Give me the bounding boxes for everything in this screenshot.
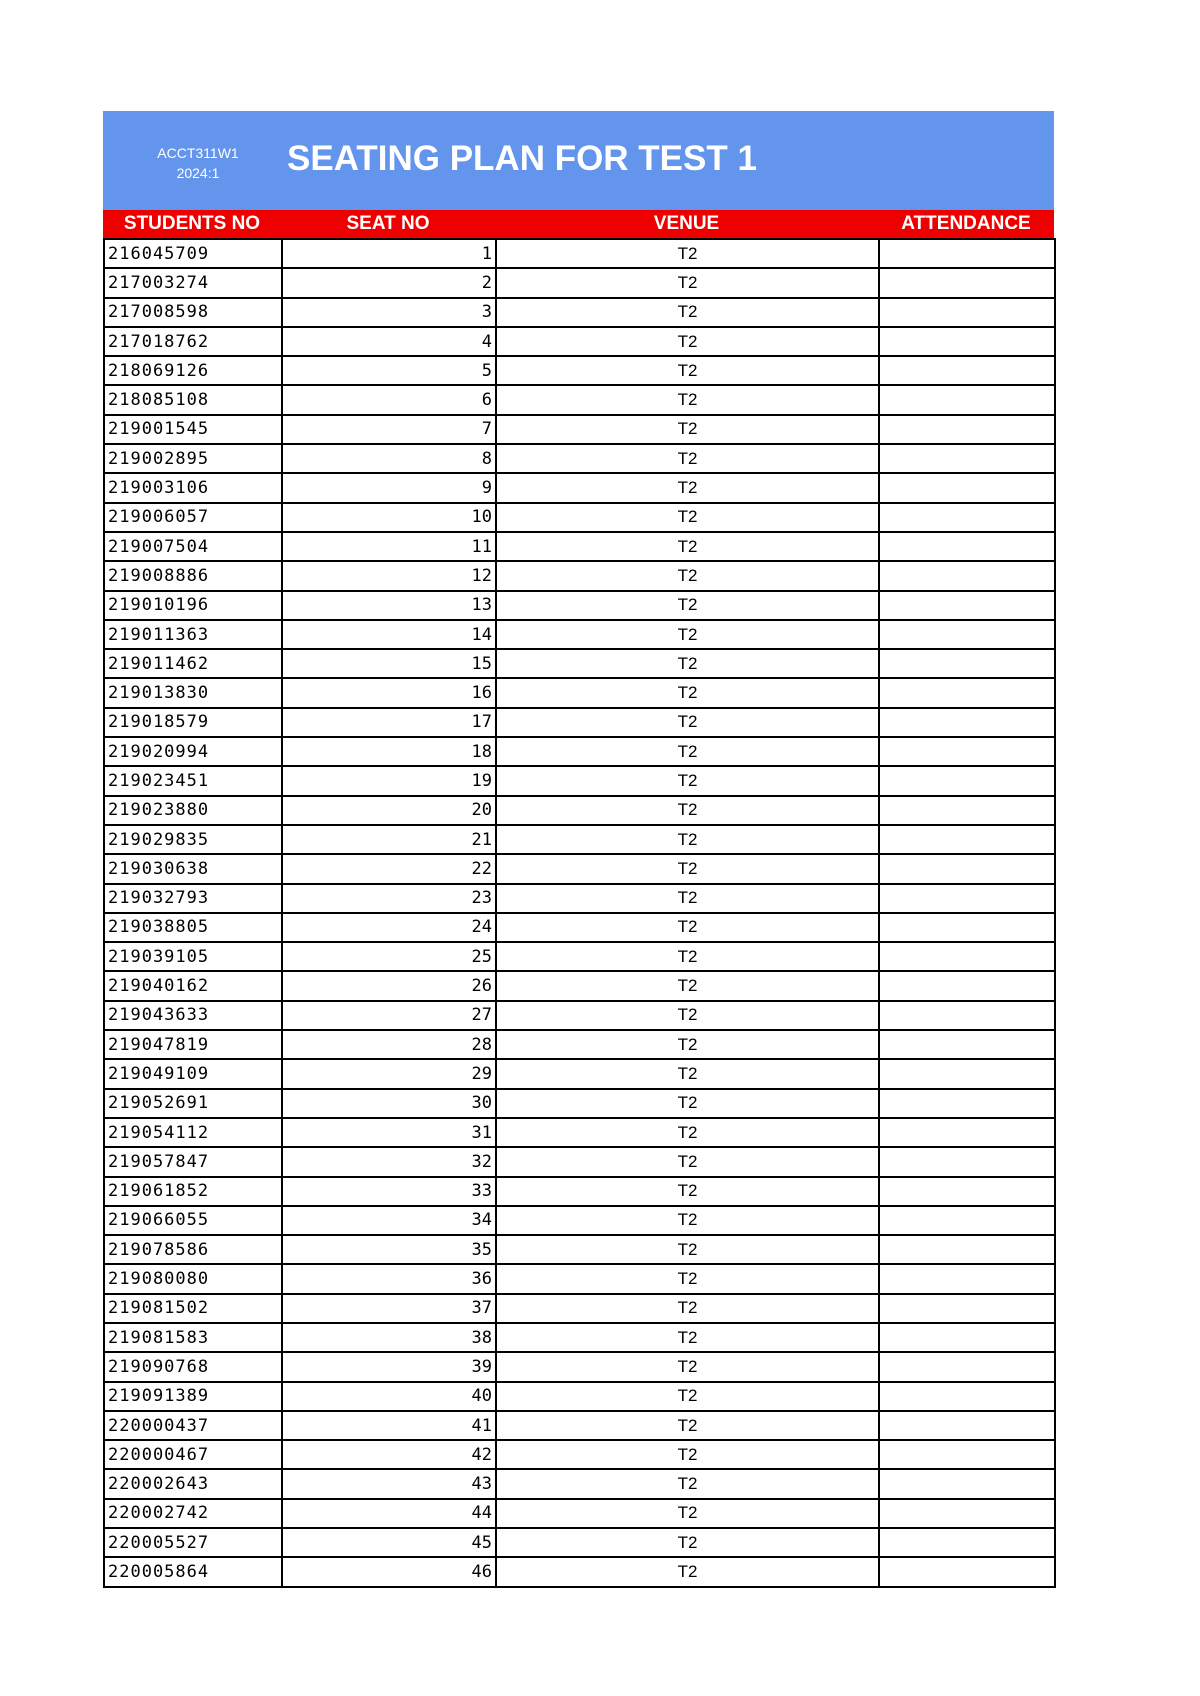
student-number-cell: 219011462 bbox=[104, 649, 282, 678]
table-row bbox=[104, 503, 1055, 532]
seat-number-cell: 44 bbox=[282, 1499, 496, 1528]
seat-number-cell: 42 bbox=[282, 1440, 496, 1469]
venue-cell: T2 bbox=[496, 1118, 879, 1147]
seat-number-cell: 38 bbox=[282, 1323, 496, 1352]
course-period: 2024:1 bbox=[176, 165, 220, 181]
attendance-cell[interactable] bbox=[879, 1528, 1055, 1557]
venue-cell: T2 bbox=[496, 1440, 879, 1469]
seating-table-body bbox=[104, 239, 1055, 1587]
seat-number-cell: 7 bbox=[282, 415, 496, 444]
table-row bbox=[104, 561, 1055, 590]
attendance-cell[interactable] bbox=[879, 1382, 1055, 1411]
table-row bbox=[104, 796, 1055, 825]
seat-number-cell: 40 bbox=[282, 1382, 496, 1411]
student-number-cell: 219030638 bbox=[104, 854, 282, 883]
seat-number-cell: 17 bbox=[282, 708, 496, 737]
student-number-cell: 219007504 bbox=[104, 532, 282, 561]
attendance-cell[interactable] bbox=[879, 1469, 1055, 1498]
attendance-cell[interactable] bbox=[879, 561, 1055, 590]
venue-cell: T2 bbox=[496, 239, 879, 268]
venue-cell: T2 bbox=[496, 1411, 879, 1440]
venue-cell: T2 bbox=[496, 1382, 879, 1411]
attendance-cell[interactable] bbox=[879, 825, 1055, 854]
venue-cell: T2 bbox=[496, 620, 879, 649]
table-row bbox=[104, 473, 1055, 502]
table-row bbox=[104, 1294, 1055, 1323]
venue-cell: T2 bbox=[496, 766, 879, 795]
table-row bbox=[104, 854, 1055, 883]
venue-cell: T2 bbox=[496, 1557, 879, 1586]
student-number-cell: 219039105 bbox=[104, 942, 282, 971]
student-number-cell: 219081502 bbox=[104, 1294, 282, 1323]
student-number-cell: 220000437 bbox=[104, 1411, 282, 1440]
student-number-cell: 219080080 bbox=[104, 1264, 282, 1293]
attendance-cell[interactable] bbox=[879, 503, 1055, 532]
table-row bbox=[104, 327, 1055, 356]
student-number-cell: 219001545 bbox=[104, 415, 282, 444]
student-number-cell: 219066055 bbox=[104, 1206, 282, 1235]
attendance-cell[interactable] bbox=[879, 649, 1055, 678]
table-row bbox=[104, 1440, 1055, 1469]
student-number-cell: 219002895 bbox=[104, 444, 282, 473]
seat-number-cell: 31 bbox=[282, 1118, 496, 1147]
table-row bbox=[104, 620, 1055, 649]
seat-number-cell: 28 bbox=[282, 1030, 496, 1059]
attendance-cell[interactable] bbox=[879, 1206, 1055, 1235]
attendance-cell[interactable] bbox=[879, 1294, 1055, 1323]
student-number-cell: 219003106 bbox=[104, 473, 282, 502]
column-header-venue: VENUE bbox=[653, 213, 720, 234]
venue-cell: T2 bbox=[496, 1030, 879, 1059]
attendance-cell[interactable] bbox=[879, 444, 1055, 473]
table-row bbox=[104, 1177, 1055, 1206]
attendance-cell[interactable] bbox=[879, 298, 1055, 327]
venue-cell: T2 bbox=[496, 1235, 879, 1264]
seating-table bbox=[103, 238, 1056, 1588]
venue-cell: T2 bbox=[496, 825, 879, 854]
attendance-cell[interactable] bbox=[879, 1411, 1055, 1440]
student-number-cell: 219011363 bbox=[104, 620, 282, 649]
seat-number-cell: 15 bbox=[282, 649, 496, 678]
seat-number-cell: 13 bbox=[282, 591, 496, 620]
table-row bbox=[104, 1411, 1055, 1440]
student-number-cell: 219032793 bbox=[104, 884, 282, 913]
venue-cell: T2 bbox=[496, 1177, 879, 1206]
venue-cell: T2 bbox=[496, 942, 879, 971]
seat-number-cell: 32 bbox=[282, 1147, 496, 1176]
student-number-cell: 219020994 bbox=[104, 737, 282, 766]
attendance-cell[interactable] bbox=[879, 766, 1055, 795]
attendance-cell[interactable] bbox=[879, 1323, 1055, 1352]
student-number-cell: 219043633 bbox=[104, 1001, 282, 1030]
seat-number-cell: 5 bbox=[282, 356, 496, 385]
seat-number-cell: 16 bbox=[282, 678, 496, 707]
student-number-cell: 217018762 bbox=[104, 327, 282, 356]
student-number-cell: 218069126 bbox=[104, 356, 282, 385]
student-number-cell: 220002643 bbox=[104, 1469, 282, 1498]
table-row bbox=[104, 1147, 1055, 1176]
student-number-cell: 219023451 bbox=[104, 766, 282, 795]
venue-cell: T2 bbox=[496, 385, 879, 414]
student-number-cell: 219054112 bbox=[104, 1118, 282, 1147]
attendance-cell[interactable] bbox=[879, 415, 1055, 444]
student-number-cell: 219049109 bbox=[104, 1059, 282, 1088]
venue-cell: T2 bbox=[496, 298, 879, 327]
table-row bbox=[104, 1499, 1055, 1528]
venue-cell: T2 bbox=[496, 649, 879, 678]
student-number-cell: 219081583 bbox=[104, 1323, 282, 1352]
attendance-cell[interactable] bbox=[879, 327, 1055, 356]
attendance-cell[interactable] bbox=[879, 1001, 1055, 1030]
course-code: ACCT311W1 bbox=[157, 145, 239, 161]
student-number-cell: 219013830 bbox=[104, 678, 282, 707]
attendance-cell[interactable] bbox=[879, 971, 1055, 1000]
table-row bbox=[104, 298, 1055, 327]
seat-number-cell: 23 bbox=[282, 884, 496, 913]
attendance-cell[interactable] bbox=[879, 1147, 1055, 1176]
student-number-cell: 219090768 bbox=[104, 1352, 282, 1381]
table-row bbox=[104, 385, 1055, 414]
venue-cell: T2 bbox=[496, 356, 879, 385]
attendance-cell[interactable] bbox=[879, 591, 1055, 620]
seat-number-cell: 43 bbox=[282, 1469, 496, 1498]
student-number-cell: 219006057 bbox=[104, 503, 282, 532]
table-row bbox=[104, 1469, 1055, 1498]
attendance-cell[interactable] bbox=[879, 1264, 1055, 1293]
table-row bbox=[104, 884, 1055, 913]
attendance-cell[interactable] bbox=[879, 239, 1055, 268]
seat-number-cell: 1 bbox=[282, 239, 496, 268]
seat-number-cell: 22 bbox=[282, 854, 496, 883]
seat-number-cell: 37 bbox=[282, 1294, 496, 1323]
table-row bbox=[104, 268, 1055, 297]
attendance-cell[interactable] bbox=[879, 796, 1055, 825]
seat-number-cell: 36 bbox=[282, 1264, 496, 1293]
attendance-cell[interactable] bbox=[879, 942, 1055, 971]
table-row bbox=[104, 1001, 1055, 1030]
attendance-cell[interactable] bbox=[879, 473, 1055, 502]
attendance-cell[interactable] bbox=[879, 708, 1055, 737]
student-number-cell: 219010196 bbox=[104, 591, 282, 620]
seat-number-cell: 20 bbox=[282, 796, 496, 825]
venue-cell: T2 bbox=[496, 1499, 879, 1528]
venue-cell: T2 bbox=[496, 444, 879, 473]
venue-cell: T2 bbox=[496, 1001, 879, 1030]
table-row bbox=[104, 737, 1055, 766]
student-number-cell: 220005864 bbox=[104, 1557, 282, 1586]
table-row bbox=[104, 1059, 1055, 1088]
student-number-cell: 219061852 bbox=[104, 1177, 282, 1206]
title-banner bbox=[103, 111, 1054, 210]
seat-number-cell: 46 bbox=[282, 1557, 496, 1586]
table-row bbox=[104, 1528, 1055, 1557]
seating-plan-sheet bbox=[103, 111, 1054, 1588]
student-number-cell: 219029835 bbox=[104, 825, 282, 854]
seat-number-cell: 27 bbox=[282, 1001, 496, 1030]
table-row bbox=[104, 942, 1055, 971]
seat-number-cell: 10 bbox=[282, 503, 496, 532]
table-row bbox=[104, 678, 1055, 707]
venue-cell: T2 bbox=[496, 796, 879, 825]
column-header-students-no: STUDENTS NO bbox=[123, 213, 261, 234]
student-number-cell: 217003274 bbox=[104, 268, 282, 297]
table-row bbox=[104, 913, 1055, 942]
seat-number-cell: 18 bbox=[282, 737, 496, 766]
seat-number-cell: 6 bbox=[282, 385, 496, 414]
student-number-cell: 219038805 bbox=[104, 913, 282, 942]
student-number-cell: 219047819 bbox=[104, 1030, 282, 1059]
attendance-cell[interactable] bbox=[879, 1235, 1055, 1264]
course-info bbox=[143, 143, 253, 183]
venue-cell: T2 bbox=[496, 1469, 879, 1498]
seat-number-cell: 45 bbox=[282, 1528, 496, 1557]
seat-number-cell: 26 bbox=[282, 971, 496, 1000]
attendance-cell[interactable] bbox=[879, 1177, 1055, 1206]
venue-cell: T2 bbox=[496, 854, 879, 883]
student-number-cell: 218085108 bbox=[104, 385, 282, 414]
table-row bbox=[104, 1206, 1055, 1235]
table-row bbox=[104, 356, 1055, 385]
venue-cell: T2 bbox=[496, 737, 879, 766]
venue-cell: T2 bbox=[496, 327, 879, 356]
seat-number-cell: 14 bbox=[282, 620, 496, 649]
table-row bbox=[104, 532, 1055, 561]
seat-number-cell: 3 bbox=[282, 298, 496, 327]
table-row bbox=[104, 1030, 1055, 1059]
attendance-cell[interactable] bbox=[879, 913, 1055, 942]
column-header-attendance: ATTENDANCE bbox=[901, 213, 1031, 234]
table-row bbox=[104, 444, 1055, 473]
venue-cell: T2 bbox=[496, 1323, 879, 1352]
attendance-cell[interactable] bbox=[879, 1352, 1055, 1381]
seat-number-cell: 34 bbox=[282, 1206, 496, 1235]
attendance-cell[interactable] bbox=[879, 737, 1055, 766]
seat-number-cell: 8 bbox=[282, 444, 496, 473]
attendance-cell[interactable] bbox=[879, 678, 1055, 707]
attendance-cell[interactable] bbox=[879, 1499, 1055, 1528]
table-row bbox=[104, 1264, 1055, 1293]
student-number-cell: 217008598 bbox=[104, 298, 282, 327]
table-row bbox=[104, 415, 1055, 444]
table-row bbox=[104, 766, 1055, 795]
seat-number-cell: 2 bbox=[282, 268, 496, 297]
attendance-cell[interactable] bbox=[879, 1557, 1055, 1586]
venue-cell: T2 bbox=[496, 1294, 879, 1323]
student-number-cell: 219008886 bbox=[104, 561, 282, 590]
seat-number-cell: 30 bbox=[282, 1089, 496, 1118]
seat-number-cell: 11 bbox=[282, 532, 496, 561]
venue-cell: T2 bbox=[496, 1059, 879, 1088]
column-header-seat-no: SEAT NO bbox=[346, 213, 430, 234]
table-header bbox=[103, 210, 1054, 238]
seat-number-cell: 9 bbox=[282, 473, 496, 502]
table-row bbox=[104, 649, 1055, 678]
table-row bbox=[104, 971, 1055, 1000]
venue-cell: T2 bbox=[496, 532, 879, 561]
venue-cell: T2 bbox=[496, 1089, 879, 1118]
venue-cell: T2 bbox=[496, 561, 879, 590]
student-number-cell: 219078586 bbox=[104, 1235, 282, 1264]
student-number-cell: 220000467 bbox=[104, 1440, 282, 1469]
venue-cell: T2 bbox=[496, 1147, 879, 1176]
venue-cell: T2 bbox=[496, 268, 879, 297]
venue-cell: T2 bbox=[496, 1264, 879, 1293]
venue-cell: T2 bbox=[496, 913, 879, 942]
seat-number-cell: 33 bbox=[282, 1177, 496, 1206]
seat-number-cell: 21 bbox=[282, 825, 496, 854]
attendance-cell[interactable] bbox=[879, 884, 1055, 913]
attendance-cell[interactable] bbox=[879, 532, 1055, 561]
attendance-cell[interactable] bbox=[879, 1059, 1055, 1088]
table-row bbox=[104, 825, 1055, 854]
seat-number-cell: 24 bbox=[282, 913, 496, 942]
seat-number-cell: 19 bbox=[282, 766, 496, 795]
seat-number-cell: 35 bbox=[282, 1235, 496, 1264]
venue-cell: T2 bbox=[496, 415, 879, 444]
student-number-cell: 219018579 bbox=[104, 708, 282, 737]
student-number-cell: 220002742 bbox=[104, 1499, 282, 1528]
venue-cell: T2 bbox=[496, 678, 879, 707]
page-title: SEATING PLAN FOR TEST 1 bbox=[287, 139, 757, 178]
table-row bbox=[104, 1235, 1055, 1264]
seat-number-cell: 4 bbox=[282, 327, 496, 356]
venue-cell: T2 bbox=[496, 503, 879, 532]
attendance-cell[interactable] bbox=[879, 1118, 1055, 1147]
table-row bbox=[104, 591, 1055, 620]
venue-cell: T2 bbox=[496, 1206, 879, 1235]
venue-cell: T2 bbox=[496, 971, 879, 1000]
table-row bbox=[104, 1557, 1055, 1586]
student-number-cell: 216045709 bbox=[104, 239, 282, 268]
student-number-cell: 219057847 bbox=[104, 1147, 282, 1176]
table-row bbox=[104, 1089, 1055, 1118]
table-row bbox=[104, 1118, 1055, 1147]
attendance-cell[interactable] bbox=[879, 268, 1055, 297]
student-number-cell: 219040162 bbox=[104, 971, 282, 1000]
seat-number-cell: 41 bbox=[282, 1411, 496, 1440]
attendance-cell[interactable] bbox=[879, 385, 1055, 414]
attendance-cell[interactable] bbox=[879, 854, 1055, 883]
table-row bbox=[104, 1382, 1055, 1411]
attendance-cell[interactable] bbox=[879, 1089, 1055, 1118]
seat-number-cell: 39 bbox=[282, 1352, 496, 1381]
venue-cell: T2 bbox=[496, 591, 879, 620]
table-row bbox=[104, 1352, 1055, 1381]
student-number-cell: 220005527 bbox=[104, 1528, 282, 1557]
venue-cell: T2 bbox=[496, 1352, 879, 1381]
seat-number-cell: 29 bbox=[282, 1059, 496, 1088]
venue-cell: T2 bbox=[496, 473, 879, 502]
student-number-cell: 219091389 bbox=[104, 1382, 282, 1411]
seat-number-cell: 12 bbox=[282, 561, 496, 590]
table-row bbox=[104, 1323, 1055, 1352]
attendance-cell[interactable] bbox=[879, 1030, 1055, 1059]
attendance-cell[interactable] bbox=[879, 356, 1055, 385]
attendance-cell[interactable] bbox=[879, 620, 1055, 649]
venue-cell: T2 bbox=[496, 884, 879, 913]
venue-cell: T2 bbox=[496, 1528, 879, 1557]
venue-cell: T2 bbox=[496, 708, 879, 737]
student-number-cell: 219052691 bbox=[104, 1089, 282, 1118]
seat-number-cell: 25 bbox=[282, 942, 496, 971]
table-row bbox=[104, 239, 1055, 268]
student-number-cell: 219023880 bbox=[104, 796, 282, 825]
attendance-cell[interactable] bbox=[879, 1440, 1055, 1469]
table-row bbox=[104, 708, 1055, 737]
